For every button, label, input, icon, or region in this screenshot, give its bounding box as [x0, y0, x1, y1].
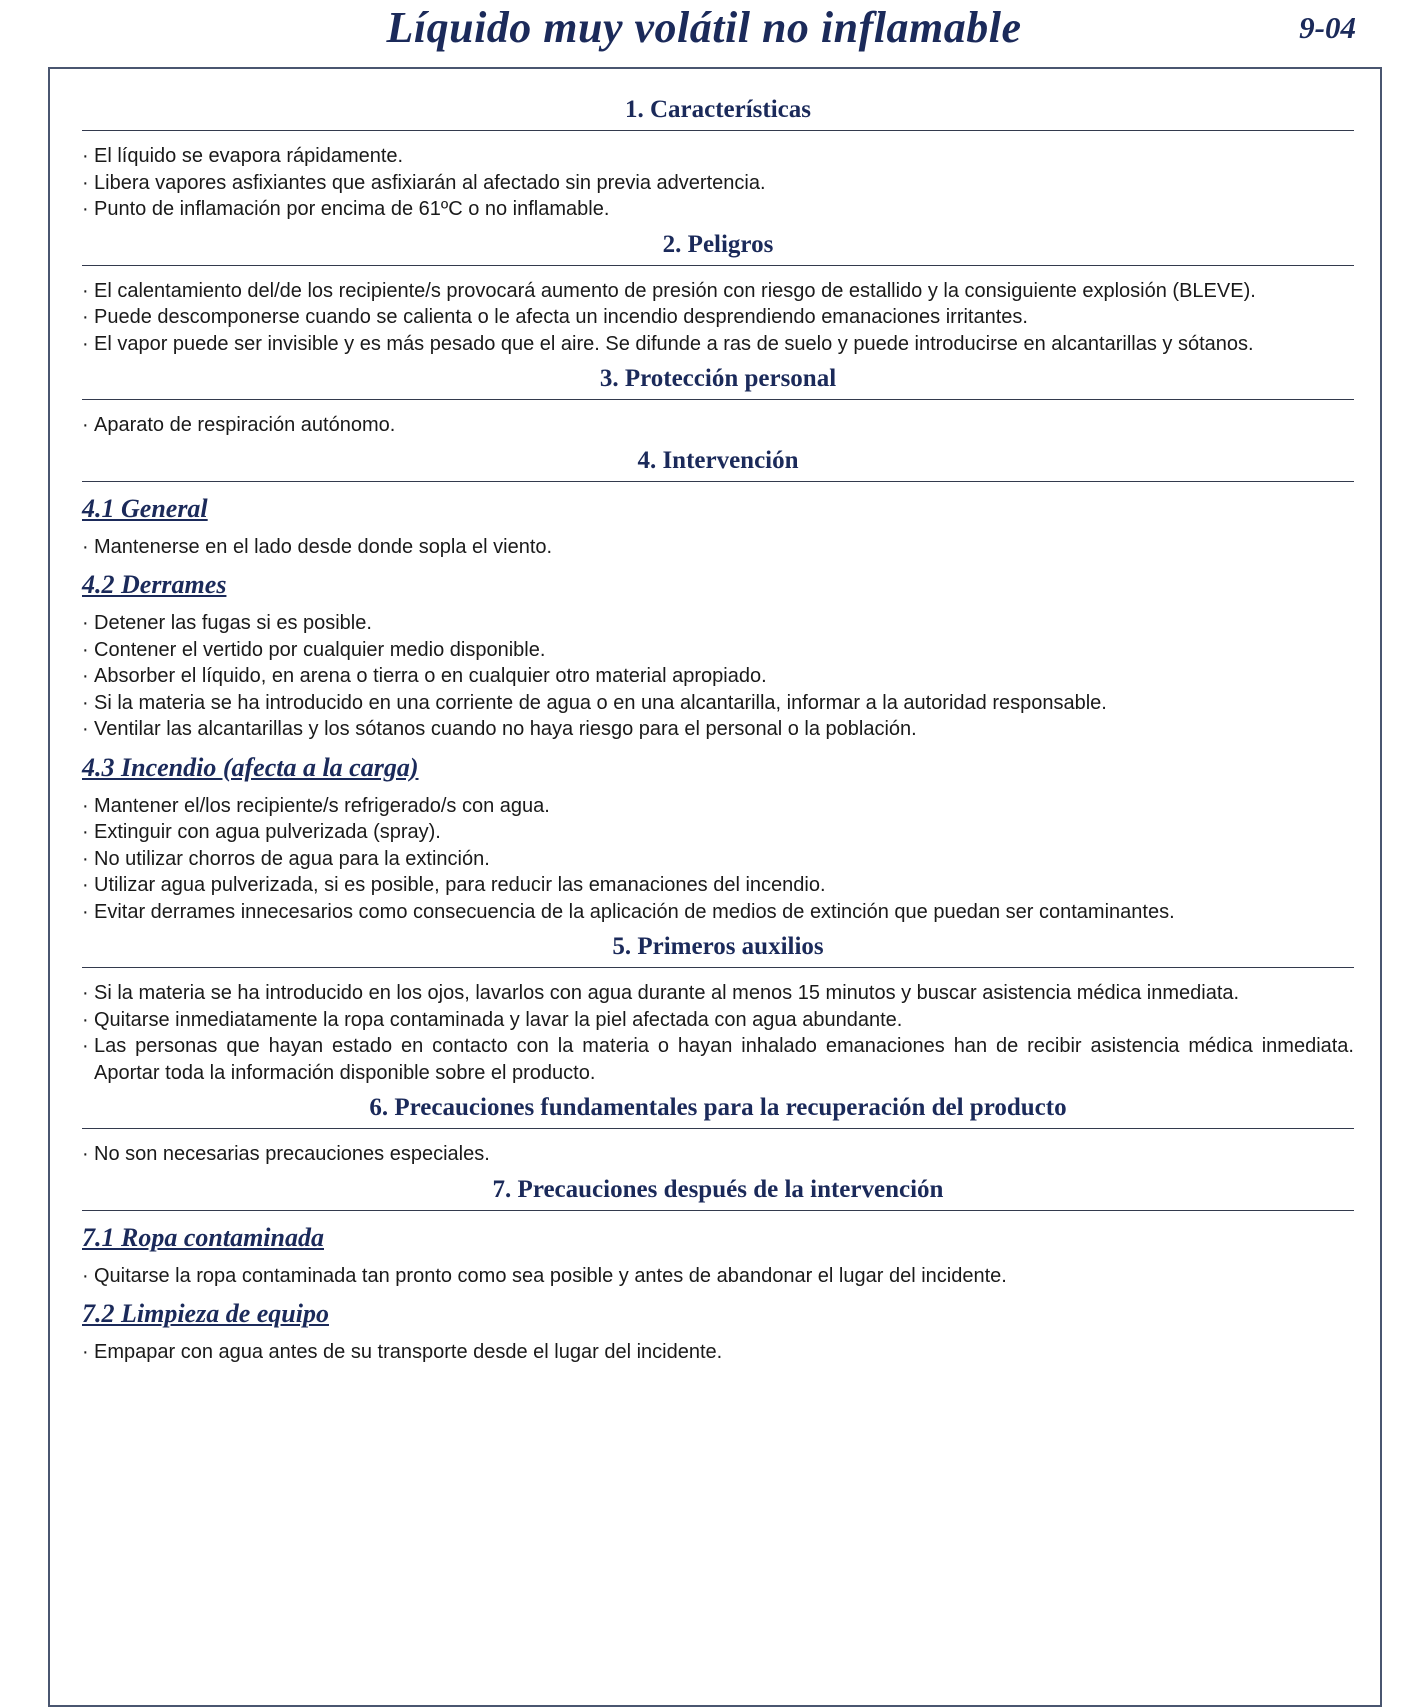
list-item [82, 1141, 1354, 1168]
list-item [82, 331, 1354, 358]
subsection-heading: 7.2 Limpieza de equipo [82, 1299, 329, 1328]
list-item-text: Punto de inflamación por encima de 61ºC o no inflamable. [94, 198, 610, 220]
list-item-text: El líquido se evapora rápidamente. [94, 145, 404, 167]
bullet-marker: · [82, 691, 89, 714]
list-item [82, 793, 1354, 820]
list-item-text: Puede descomponerse cuando se calienta o le afecta un incendio desprendiendo emanaciones irritantes. [94, 306, 1028, 328]
page-title: Líquido muy volátil no inflamable [386, 3, 1022, 52]
section-3 [82, 365, 1354, 439]
bullet-list [82, 412, 1354, 439]
bullet-marker: · [82, 982, 89, 1004]
section-7 [82, 1176, 1354, 1366]
list-item [82, 690, 1354, 717]
subsection-heading: 4.2 Derrames [82, 570, 227, 599]
bullet-marker: · [82, 306, 89, 328]
bullet-marker: · [82, 874, 89, 896]
subsection-heading: 4.3 Incendio (afecta a la carga) [82, 752, 419, 782]
list-item [82, 819, 1354, 846]
page-code: 9-04 [1299, 10, 1356, 45]
bullet-list [82, 1263, 1354, 1290]
list-item-text: Si la materia se ha introducido en los ojos, lavarlos con agua durante al menos 15 minutos y buscar asistencia médica inmediata. [94, 982, 1240, 1004]
bullet-marker: · [82, 1143, 89, 1165]
bullet-marker: · [82, 279, 89, 302]
list-item [82, 637, 1354, 664]
list-item-text: Utilizar agua pulverizada, si es posible, para reducir las emanaciones del incendio. [94, 874, 826, 896]
bullet-list [82, 278, 1354, 358]
list-item-text: Contener el vertido por cualquier medio disponible. [94, 638, 546, 661]
bullet-marker: · [82, 665, 89, 687]
list-item [82, 143, 1354, 170]
list-item [82, 1007, 1354, 1034]
section-heading: 6. Precauciones fundamentales para la recuperación del producto [82, 1094, 1354, 1129]
list-item-text: Las personas que hayan estado en contacto con la materia o hayan inhalado emanaciones han de recibir asistencia médica inmediata. Aportar toda la información disponible sobre el producto. [94, 1035, 1354, 1084]
document-body [82, 96, 1354, 1374]
list-item-text: Detener las fugas si es posible. [94, 612, 372, 634]
bullet-marker: · [82, 612, 89, 634]
bullet-list [82, 980, 1354, 1086]
list-item [82, 899, 1354, 926]
list-item-text: Quitarse la ropa contaminada tan pronto como sea posible y antes de abandonar el lugar del incidente. [94, 1264, 1007, 1287]
list-item-text: Libera vapores asfixiantes que asfixiarán al afectado sin previa advertencia. [94, 171, 766, 194]
bullet-marker: · [82, 847, 89, 870]
bullet-marker: · [82, 1264, 89, 1287]
list-item [82, 1033, 1354, 1086]
bullet-marker: · [82, 1008, 89, 1031]
section-heading: 7. Precauciones después de la intervención [82, 1176, 1354, 1211]
bullet-list [82, 1339, 1354, 1366]
bullet-marker: · [82, 332, 89, 355]
list-item-text: Absorber el líquido, en arena o tierra o en cualquier otro material apropiado. [94, 665, 767, 687]
list-item-text: Extinguir con agua pulverizada (spray). [94, 821, 441, 843]
list-item-text: Mantener el/los recipiente/s refrigerado/s con agua. [94, 794, 550, 817]
bullet-marker: · [82, 171, 89, 194]
section-2 [82, 231, 1354, 358]
list-item-text: No son necesarias precauciones especiales. [94, 1143, 490, 1165]
section-heading: 2. Peligros [82, 231, 1354, 266]
section-heading: 4. Intervención [82, 447, 1354, 482]
bullet-list [82, 793, 1354, 926]
list-item-text: El vapor puede ser invisible y es más pesado que el aire. Se difunde a ras de suelo y puede introducirse en alcantarillas y sótanos. [94, 332, 1254, 355]
list-item [82, 412, 1354, 439]
section-1 [82, 96, 1354, 223]
bullet-marker: · [82, 900, 89, 923]
list-item-text: Quitarse inmediatamente la ropa contaminada y lavar la piel afectada con agua abundante. [94, 1008, 903, 1031]
section-5 [82, 933, 1354, 1086]
bullet-list [82, 534, 1354, 561]
bullet-marker: · [82, 414, 89, 436]
list-item-text: Si la materia se ha introducido en una corriente de agua o en una alcantarilla, informar a la autoridad responsable. [94, 691, 1107, 714]
list-item-text: Mantenerse en el lado desde donde sopla el viento. [94, 535, 553, 558]
list-item [82, 716, 1354, 743]
list-item [82, 278, 1354, 305]
bullet-marker: · [82, 198, 89, 220]
bullet-marker: · [82, 718, 89, 740]
list-item [82, 846, 1354, 873]
bullet-marker: · [82, 794, 89, 817]
list-item [82, 1263, 1354, 1290]
list-item-text: Ventilar las alcantarillas y los sótanos cuando no haya riesgo para el personal o la población. [94, 718, 917, 740]
list-item-text: Evitar derrames innecesarios como consecuencia de la aplicación de medios de extinción que puedan ser contaminantes. [94, 900, 1175, 923]
list-item [82, 196, 1354, 223]
list-item [82, 610, 1354, 637]
bullet-marker: · [82, 1035, 89, 1057]
bullet-marker: · [82, 145, 89, 167]
subsection-heading: 4.1 General [82, 493, 208, 523]
list-item [82, 534, 1354, 561]
list-item [82, 980, 1354, 1007]
list-item-text: No utilizar chorros de agua para la extinción. [94, 847, 490, 870]
list-item-text: Empapar con agua antes de su transporte desde el lugar del incidente. [94, 1341, 723, 1363]
list-item [82, 304, 1354, 331]
list-item-text: Aparato de respiración autónomo. [94, 414, 396, 436]
list-item [82, 170, 1354, 197]
section-heading: 1. Características [82, 96, 1354, 131]
bullet-list [82, 1141, 1354, 1168]
list-item [82, 872, 1354, 899]
section-4 [82, 447, 1354, 926]
bullet-marker: · [82, 535, 89, 558]
bullet-marker: · [82, 638, 89, 661]
section-heading: 5. Primeros auxilios [82, 933, 1354, 968]
list-item-text: El calentamiento del/de los recipiente/s provocará aumento de presión con riesgo de estallido y la consiguiente explosión (BLEVE). [94, 279, 1256, 302]
list-item [82, 1339, 1354, 1366]
bullet-marker: · [82, 821, 89, 843]
section-heading: 3. Protección personal [82, 365, 1354, 400]
bullet-list [82, 143, 1354, 223]
bullet-marker: · [82, 1341, 89, 1363]
section-6 [82, 1094, 1354, 1168]
bullet-list [82, 610, 1354, 743]
list-item [82, 663, 1354, 690]
subsection-heading: 7.1 Ropa contaminada [82, 1222, 324, 1252]
